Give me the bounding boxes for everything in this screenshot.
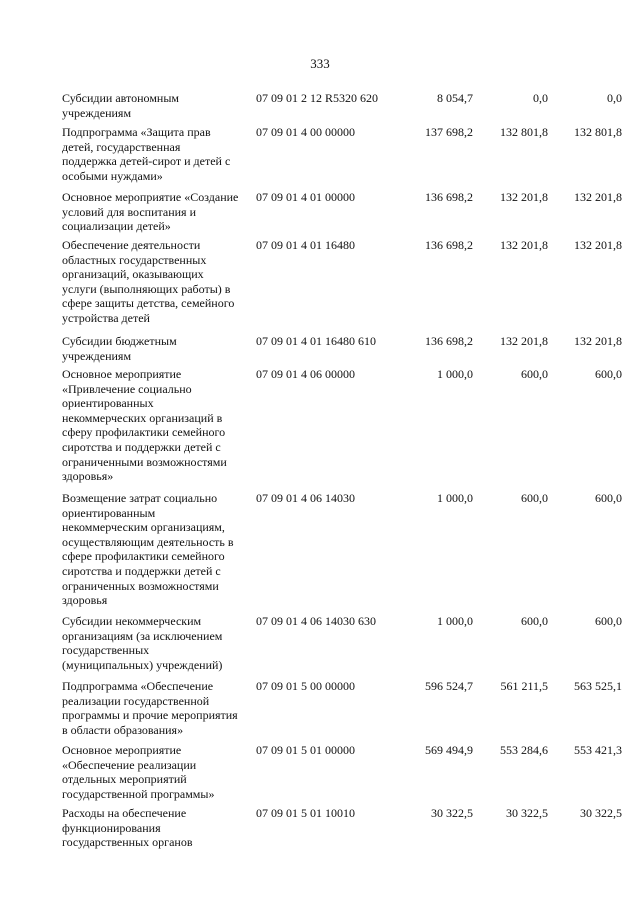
- row-value-1: 596 524,7: [425, 679, 473, 693]
- row-value-3: 600,0: [595, 491, 622, 505]
- row-value-2: 30 322,5: [506, 806, 548, 820]
- row-code: 07 09 01 4 00 00000: [256, 125, 355, 139]
- row-code: 07 09 01 4 01 00000: [256, 190, 355, 204]
- row-value-2: 600,0: [521, 614, 548, 628]
- row-code: 07 09 01 5 01 00000: [256, 743, 355, 757]
- row-code: 07 09 01 4 06 14030: [256, 491, 355, 505]
- row-value-2: 132 201,8: [500, 238, 548, 252]
- row-value-2: 600,0: [521, 367, 548, 381]
- row-name: Расходы на обеспечение функционирования государственных органов: [62, 806, 193, 850]
- row-value-1: 136 698,2: [425, 334, 473, 348]
- row-value-3: 0,0: [607, 91, 622, 105]
- row-value-2: 132 201,8: [500, 190, 548, 204]
- row-value-3: 132 801,8: [574, 125, 622, 139]
- row-value-3: 563 525,1: [574, 679, 622, 693]
- row-value-2: 132 201,8: [500, 334, 548, 348]
- row-code: 07 09 01 2 12 R5320 620: [256, 91, 379, 105]
- row-value-3: 600,0: [595, 614, 622, 628]
- row-code: 07 09 01 4 01 16480 610: [256, 334, 376, 348]
- row-code: 07 09 01 4 01 16480: [256, 238, 355, 252]
- row-code: 07 09 01 4 06 00000: [256, 367, 355, 381]
- row-value-2: 132 801,8: [500, 125, 548, 139]
- row-value-1: 8 054,7: [437, 91, 473, 105]
- row-value-1: 1 000,0: [437, 614, 473, 628]
- row-name: Основное мероприятие «Обеспечение реализации отдельных мероприятий государственной программы»: [62, 743, 215, 801]
- row-value-1: 1 000,0: [437, 367, 473, 381]
- row-value-3: 553 421,3: [574, 743, 622, 757]
- row-value-3: 30 322,5: [580, 806, 622, 820]
- row-value-2: 553 284,6: [500, 743, 548, 757]
- row-value-3: 132 201,8: [574, 190, 622, 204]
- row-value-3: 132 201,8: [574, 238, 622, 252]
- row-name: Возмещение затрат социально ориентированным некоммерческим организациям, осуществляющим деятельность в сфере профилактики семейного сиротства и поддержки детей с ограниченных возможностями здоровья: [62, 491, 234, 608]
- row-value-1: 30 322,5: [431, 806, 473, 820]
- row-value-1: 137 698,2: [425, 125, 473, 139]
- row-name: Субсидии бюджетным учреждениям: [62, 334, 177, 363]
- row-code: 07 09 01 4 06 14030 630: [256, 614, 376, 628]
- row-value-1: 1 000,0: [437, 491, 473, 505]
- row-value-3: 132 201,8: [574, 334, 622, 348]
- row-name: Подпрограмма «Обеспечение реализации государственной программы и прочие мероприятия в области образования»: [62, 679, 238, 737]
- row-name: Подпрограмма «Защита прав детей, государственная поддержка детей-сирот и детей с особыми нуждами»: [62, 125, 231, 183]
- row-value-2: 0,0: [533, 91, 548, 105]
- row-value-1: 136 698,2: [425, 238, 473, 252]
- row-code: 07 09 01 5 01 10010: [256, 806, 355, 820]
- page-number: 333: [310, 56, 330, 71]
- row-value-1: 136 698,2: [425, 190, 473, 204]
- row-value-1: 569 494,9: [425, 743, 473, 757]
- row-value-2: 600,0: [521, 491, 548, 505]
- row-name: Основное мероприятие «Привлечение социально ориентированных некоммерческих организаций в сферу профилактики семейного сиротства и поддержки детей с ограниченными возможностями здоровья»: [62, 367, 227, 484]
- row-code: 07 09 01 5 00 00000: [256, 679, 355, 693]
- row-name: Обеспечение деятельности областных государственных организаций, оказывающих услуги (выполняющих работы) в сфере защиты детства, семейного устройства детей: [62, 238, 235, 325]
- row-value-3: 600,0: [595, 367, 622, 381]
- row-value-2: 561 211,5: [500, 679, 548, 693]
- row-name: Основное мероприятие «Создание условий для воспитания и социализации детей»: [62, 190, 239, 234]
- row-name: Субсидии автономным учреждениям: [62, 91, 179, 120]
- row-name: Субсидии некоммерческим организациям (за исключением государственных (муниципальных) учреждений): [62, 614, 223, 672]
